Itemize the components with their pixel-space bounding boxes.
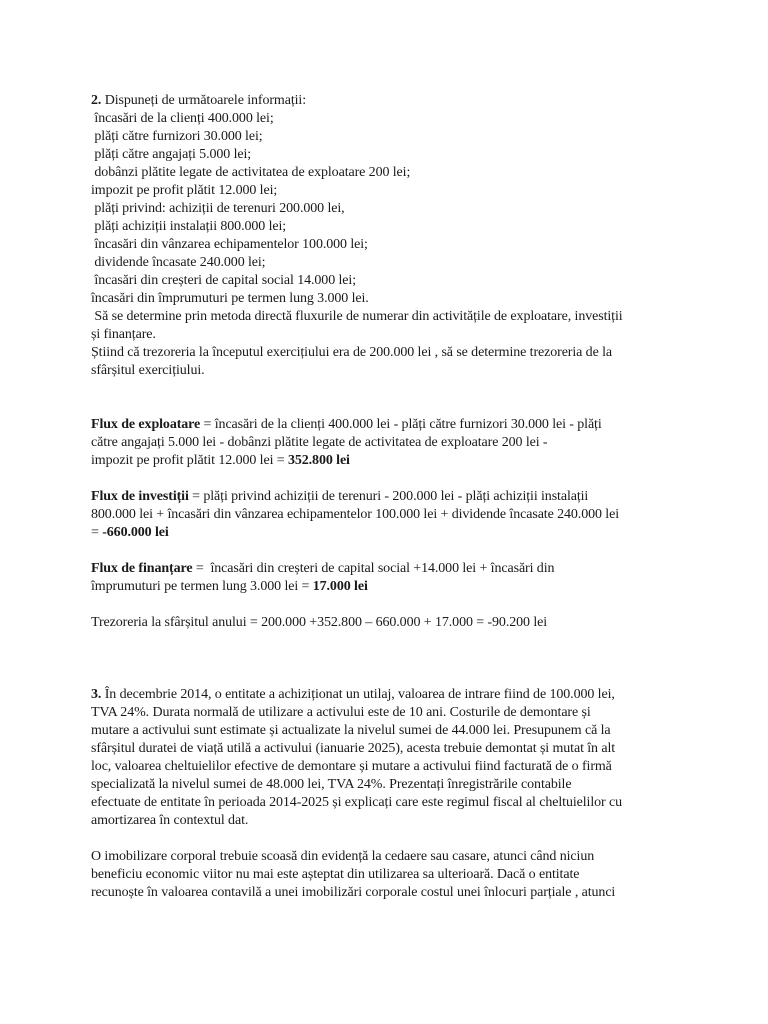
task-text: Știind că trezoreria la începutul exercițiului era de 200.000 lei , să se determine trezoreria de la	[91, 345, 612, 360]
problem3-text: sfârșitul duratei de viață utilă a activului (ianuarie 2025), acesta trebuie demontat și mutat în alt	[91, 741, 616, 756]
flux-exploatare-line	[91, 416, 602, 434]
info-item: impozit pe profit plătit 12.000 lei;	[91, 183, 278, 198]
flux-text: = încasări de la clienți 400.000 lei - plăți către furnizori 30.000 lei - plăți	[200, 417, 602, 432]
problem3-text: În decembrie 2014, o entitate a achiziționat un utilaj, valoarea de intrare fiind de 100.000 lei,	[101, 687, 615, 702]
flux-investitii-line	[91, 488, 588, 506]
task-text: sfârșitul exercițiului.	[91, 363, 205, 378]
flux-exploatare-result-line	[91, 452, 350, 470]
trezoreria-line: Trezoreria la sfârșitul anului = 200.000 +352.800 – 660.000 + 17.000 = -90.200 lei	[91, 615, 548, 630]
problem3-text: TVA 24%. Durata normală de utilizare a activului este de 10 ani. Costurile de demontare și	[91, 705, 591, 720]
problem3-text: mutare a activului sunt estimate și actualizate la nivelul sumei de 44.000 lei. Presupunem că la	[91, 723, 611, 738]
problem-number: 3.	[91, 687, 102, 702]
flux-exploatare-label: Flux de exploatare	[91, 417, 201, 432]
flux-investitii-result-line	[91, 524, 169, 542]
flux-text: = încasări din creșteri de capital social +14.000 lei + încasări din	[192, 561, 555, 576]
closing-text: O imobilizare corporal trebuie scoasă din evidență la cedaere sau casare, atunci când niciun	[91, 849, 595, 864]
flux-exploatare-result: 352.800 lei	[287, 453, 350, 468]
info-item: plăți către furnizori 30.000 lei;	[91, 129, 263, 144]
flux-text: 800.000 lei + încasări din vânzarea echipamentelor 100.000 lei + dividende încasate 240.000 lei	[91, 507, 620, 522]
problem-intro: Dispuneți de următoarele informații:	[101, 93, 306, 108]
flux-finantare-line	[91, 560, 554, 578]
flux-investitii-result: -660.000 lei	[102, 525, 169, 540]
flux-text: impozit pe profit plătit 12.000 lei =	[91, 453, 288, 468]
info-item: plăți achiziții instalații 800.000 lei;	[91, 219, 287, 234]
flux-text: =	[91, 525, 103, 540]
problem3-text: specializată la nivelul sumei de 48.000 lei, TVA 24%. Prezentați înregistrările contabile	[91, 777, 572, 792]
info-item: plăți către angajați 5.000 lei;	[91, 147, 252, 162]
problem3-text: amortizarea în contextul dat.	[91, 813, 249, 828]
info-item: dobânzi plătite legate de activitatea de exploatare 200 lei;	[91, 165, 411, 180]
info-item: încasări din vânzarea echipamentelor 100.000 lei;	[91, 237, 368, 252]
info-item: plăți privind: achiziții de terenuri 200.000 lei,	[91, 201, 345, 216]
closing-text: recunoște în valoarea contavilă a unei imobilizări corporale costul unei înlocuri parțiale , atunci	[91, 885, 616, 900]
flux-finantare-label: Flux de finanțare	[91, 561, 193, 576]
problem-number: 2.	[91, 93, 102, 108]
problem2-heading	[91, 92, 306, 110]
info-item: încasări de la clienți 400.000 lei;	[91, 111, 274, 126]
flux-text: împrumuturi pe termen lung 3.000 lei =	[91, 579, 313, 594]
info-item: încasări din creșteri de capital social 14.000 lei;	[91, 273, 356, 288]
task-text: și finanțare.	[91, 327, 156, 342]
problem3-text: efectuate de entitate în perioada 2014-2025 și explicați care este regimul fiscal al cheltuielilor cu	[91, 795, 622, 810]
problem3-text: loc, valoarea cheltuielilor efective de demontare și mutare a activului fiind facturată de o firmă	[91, 759, 612, 774]
flux-investitii-label: Flux de investiții	[91, 489, 189, 504]
flux-finantare-result: 17.000 lei	[312, 579, 368, 594]
problem3-line	[91, 686, 615, 704]
flux-text: = plăți privind achiziții de terenuri - 200.000 lei - plăți achiziții instalații	[188, 489, 589, 504]
info-item: încasări din împrumuturi pe termen lung 3.000 lei.	[91, 291, 369, 306]
flux-finantare-result-line	[91, 578, 368, 596]
info-item: dividende încasate 240.000 lei;	[91, 255, 266, 270]
task-text: Să se determine prin metoda directă fluxurile de numerar din activitățile de exploatare, investiții	[91, 309, 623, 324]
closing-text: beneficiu economic viitor nu mai este așteptat din utilizarea sa ulterioară. Dacă o entitate	[91, 867, 580, 882]
flux-text: către angajați 5.000 lei - dobânzi plătite legate de activitatea de exploatare 200 lei -	[91, 435, 548, 450]
